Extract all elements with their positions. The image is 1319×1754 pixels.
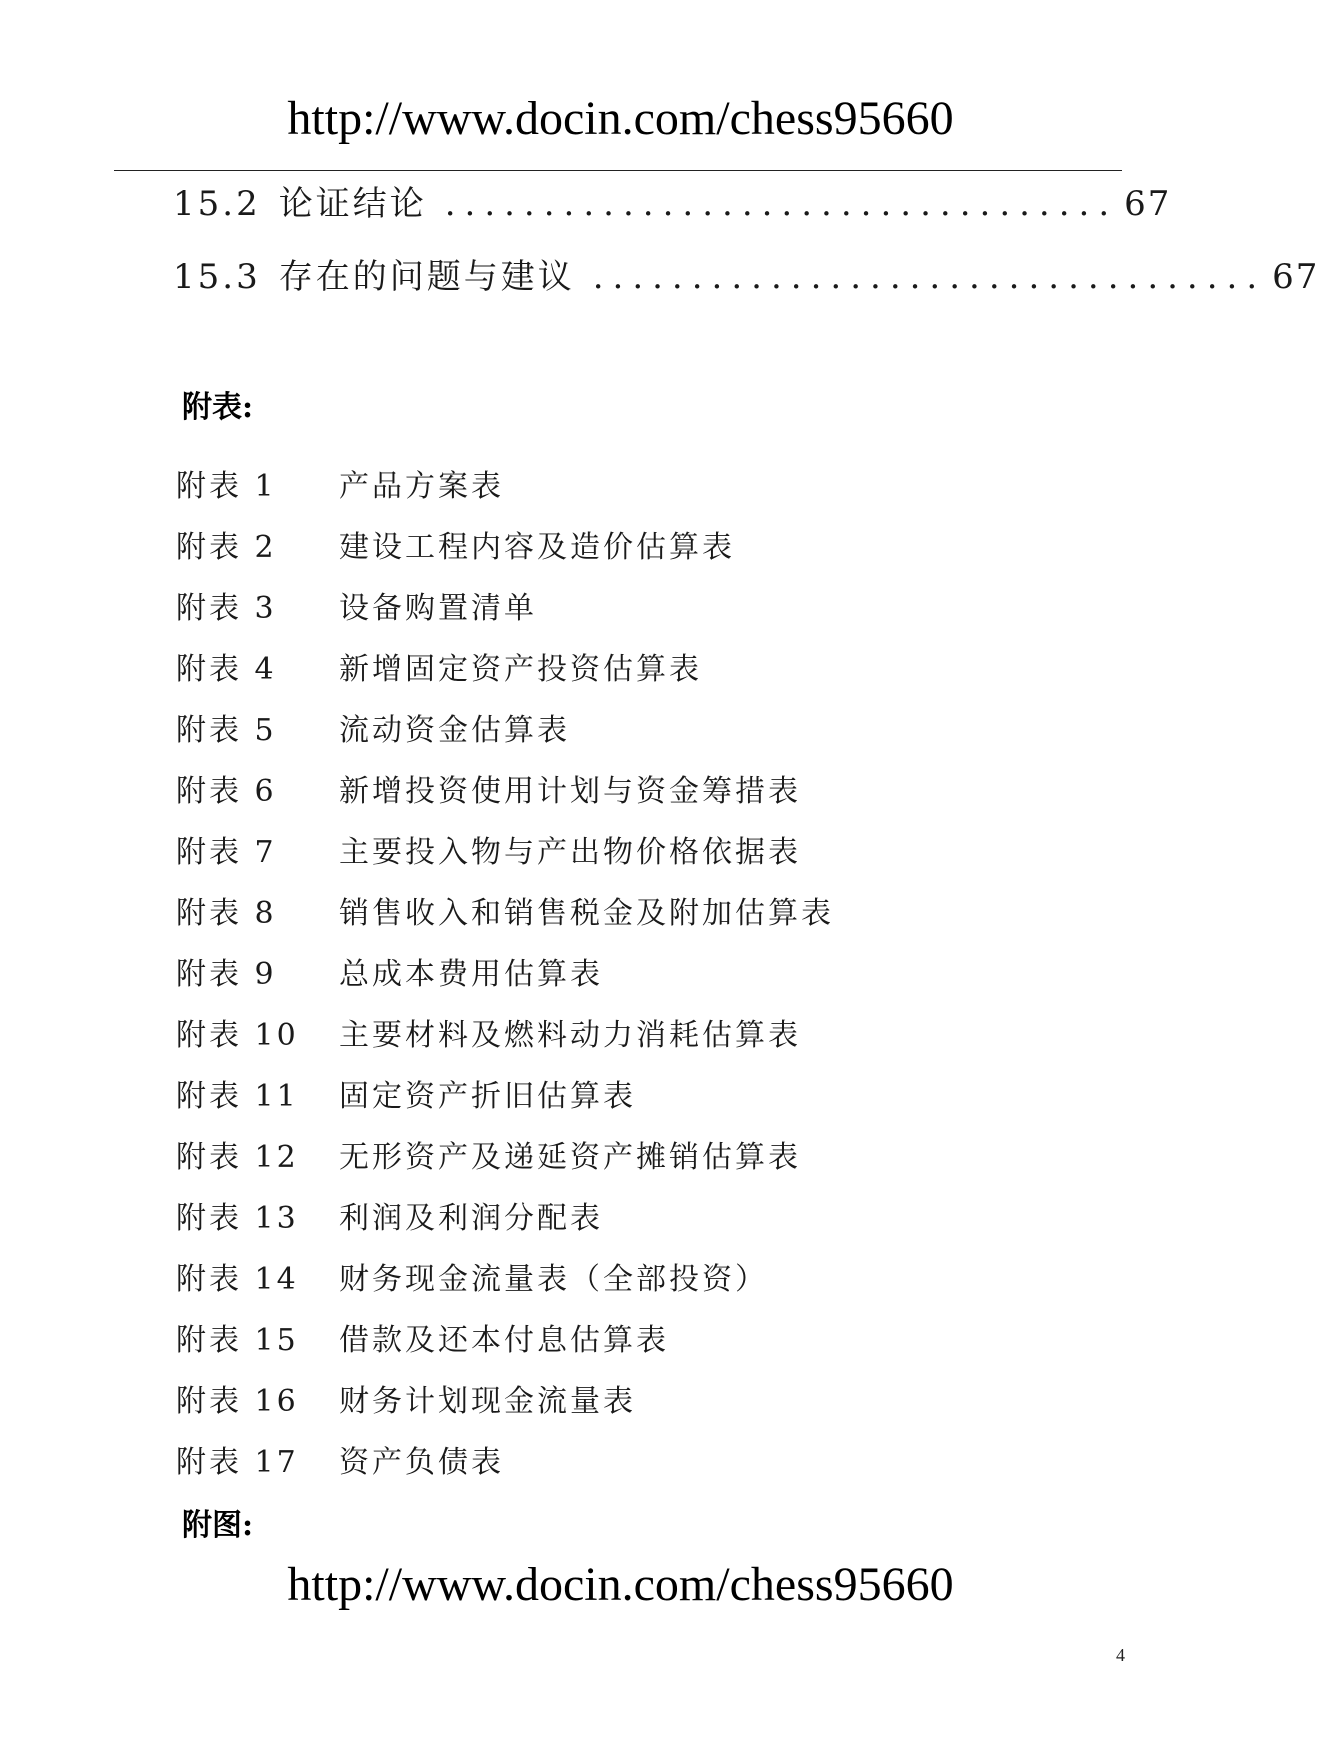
appendix-table-label: 附表 8 [176, 895, 277, 931]
appendix-table-label: 附表 14 [176, 1261, 299, 1297]
appendix-table-list [176, 452, 834, 1489]
appendix-table-item[interactable] [176, 757, 834, 818]
toc-entry-title: 论证结论 [278, 184, 427, 224]
appendix-table-label: 附表 4 [176, 651, 277, 687]
toc-entry-number: 15.2 [173, 184, 261, 224]
appendix-table-item[interactable] [176, 879, 834, 940]
appendix-table-item[interactable] [176, 940, 834, 1001]
appendix-table-item[interactable] [176, 635, 834, 696]
appendix-table-item[interactable] [176, 1428, 834, 1489]
appendix-table-item[interactable] [176, 1123, 834, 1184]
appendix-table-title: 新增固定资产投资估算表 [339, 651, 702, 687]
appendix-table-title: 财务计划现金流量表 [339, 1383, 636, 1419]
appendix-table-item[interactable] [176, 452, 834, 513]
appendix-table-title: 财务现金流量表（全部投资） [339, 1261, 768, 1297]
appendix-figures-heading: 附图: [182, 1508, 254, 1543]
toc-entry-15-2[interactable] [173, 176, 1172, 225]
appendix-table-title: 总成本费用估算表 [339, 956, 603, 992]
appendix-table-label: 附表 13 [176, 1200, 299, 1236]
appendix-table-label: 附表 6 [176, 773, 277, 809]
toc-entry-page: 67 [1272, 257, 1319, 297]
appendix-tables-heading: 附表: [182, 390, 254, 425]
appendix-table-title: 销售收入和销售税金及附加估算表 [339, 895, 834, 931]
appendix-table-item[interactable] [176, 696, 834, 757]
header-divider [114, 170, 1122, 171]
appendix-table-title: 流动资金估算表 [339, 712, 570, 748]
appendix-table-label: 附表 15 [176, 1322, 299, 1358]
appendix-table-title: 无形资产及递延资产摊销估算表 [339, 1139, 801, 1175]
appendix-table-label: 附表 12 [176, 1139, 299, 1175]
appendix-table-title: 借款及还本付息估算表 [339, 1322, 669, 1358]
appendix-table-title: 建设工程内容及造价估算表 [339, 529, 735, 565]
appendix-table-label: 附表 9 [176, 956, 277, 992]
appendix-table-title: 主要投入物与产出物价格依据表 [339, 834, 801, 870]
appendix-table-label: 附表 3 [176, 590, 277, 626]
appendix-table-title: 主要材料及燃料动力消耗估算表 [339, 1017, 801, 1053]
appendix-table-title: 产品方案表 [339, 468, 504, 504]
header-url: http://www.docin.com/chess95660 [287, 92, 954, 145]
toc-leader-dots: .................................. [444, 184, 1119, 224]
appendix-table-label: 附表 2 [176, 529, 277, 565]
appendix-table-title: 利润及利润分配表 [339, 1200, 603, 1236]
appendix-table-item[interactable] [176, 1001, 834, 1062]
footer-url: http://www.docin.com/chess95660 [287, 1558, 954, 1611]
appendix-table-label: 附表 10 [176, 1017, 299, 1053]
appendix-table-label: 附表 16 [176, 1383, 299, 1419]
appendix-table-label: 附表 1 [176, 468, 277, 504]
appendix-table-item[interactable] [176, 818, 834, 879]
appendix-table-item[interactable] [176, 1367, 834, 1428]
appendix-table-item[interactable] [176, 1184, 834, 1245]
page-number: 4 [1116, 1645, 1125, 1665]
toc-entry-number: 15.3 [173, 257, 261, 297]
toc-leader-dots: .................................. [592, 257, 1267, 297]
toc-entry-15-3[interactable] [173, 249, 1319, 298]
appendix-table-label: 附表 5 [176, 712, 277, 748]
appendix-table-title: 固定资产折旧估算表 [339, 1078, 636, 1114]
appendix-table-label: 附表 7 [176, 834, 277, 870]
appendix-table-item[interactable] [176, 1306, 834, 1367]
appendix-table-item[interactable] [176, 1062, 834, 1123]
appendix-table-title: 资产负债表 [339, 1444, 504, 1480]
appendix-table-item[interactable] [176, 513, 834, 574]
toc-entry-page: 67 [1124, 184, 1172, 224]
appendix-table-item[interactable] [176, 574, 834, 635]
appendix-table-item[interactable] [176, 1245, 834, 1306]
appendix-table-label: 附表 11 [176, 1078, 299, 1114]
toc-entry-title: 存在的问题与建议 [278, 257, 575, 297]
appendix-table-title: 新增投资使用计划与资金筹措表 [339, 773, 801, 809]
appendix-table-label: 附表 17 [176, 1444, 299, 1480]
appendix-table-title: 设备购置清单 [339, 590, 537, 626]
